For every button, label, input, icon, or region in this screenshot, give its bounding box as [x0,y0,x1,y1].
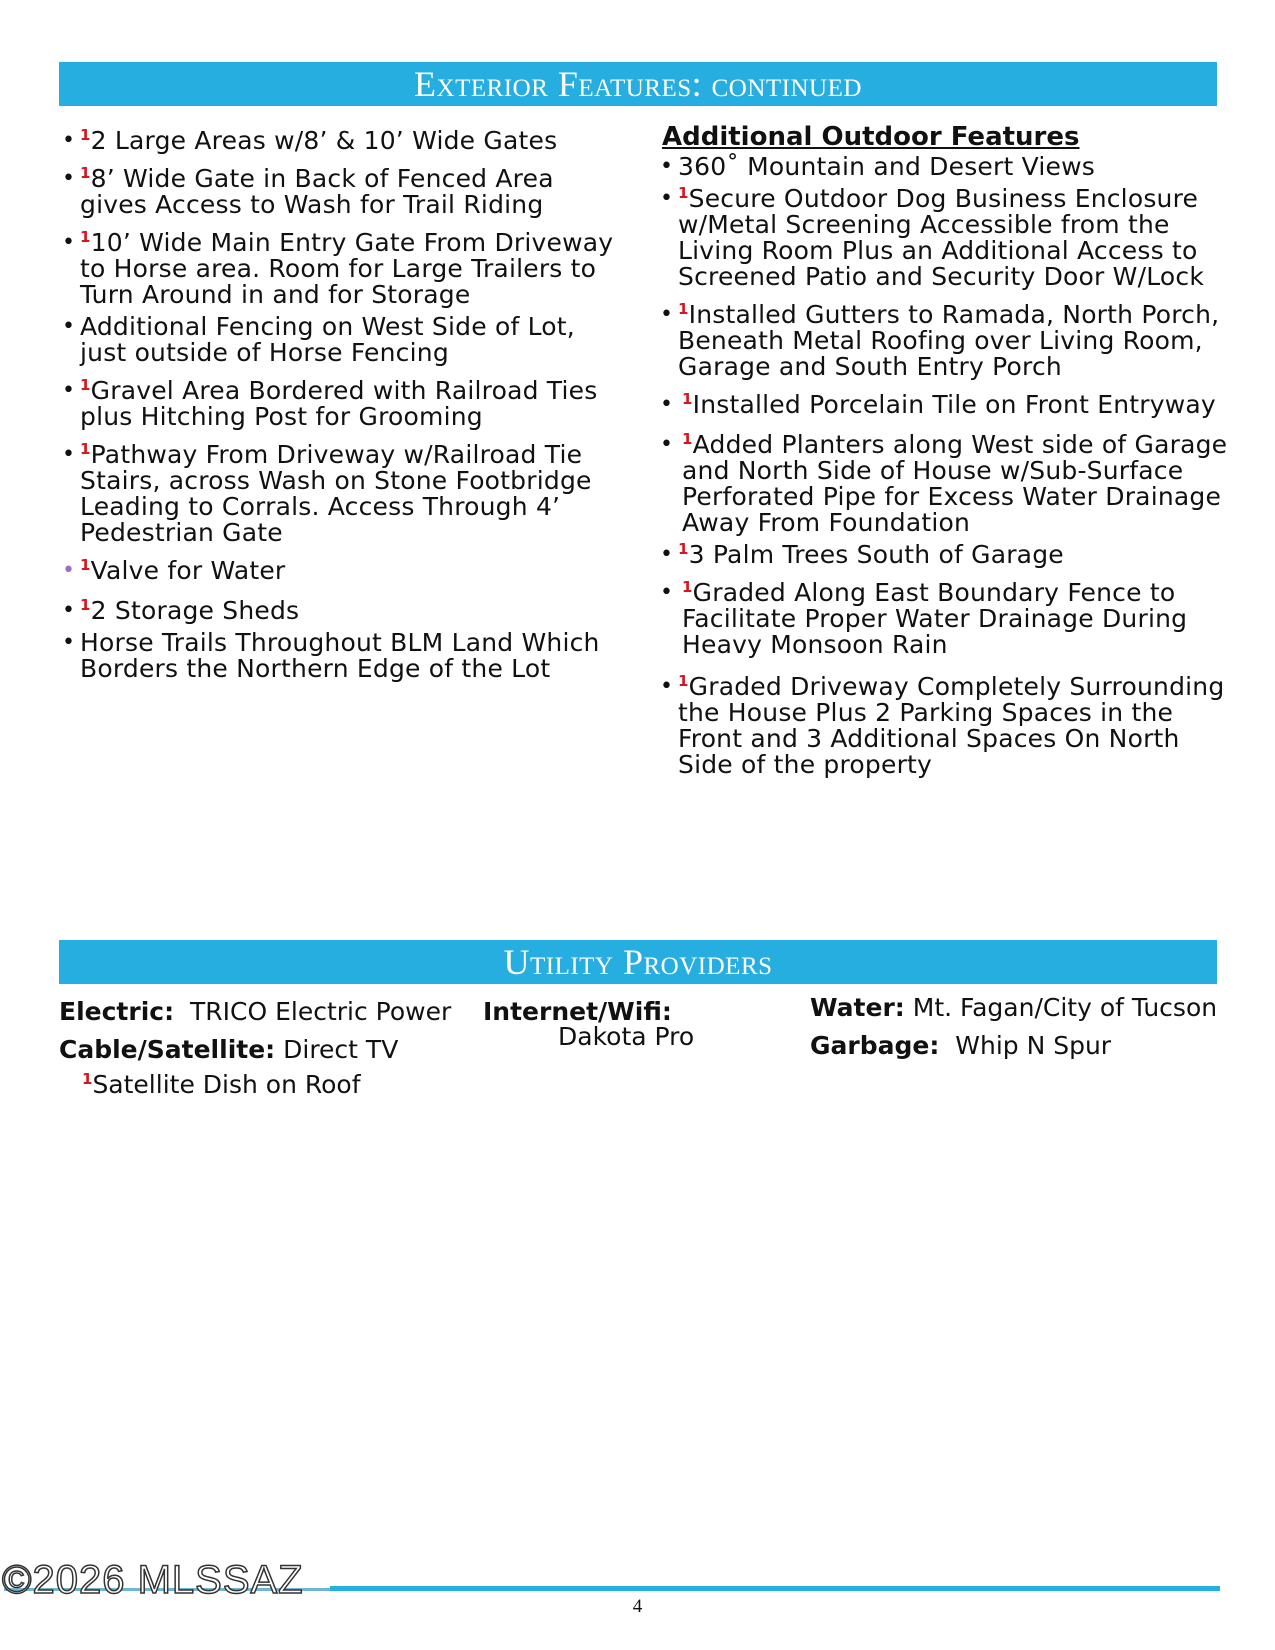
list-item [658,432,1228,536]
cable-value: Direct TV [283,1035,399,1064]
bullet-icon: • [62,558,76,583]
exterior-features-banner: Exterior Features: continued [59,62,1217,106]
bullet-icon: • [62,230,76,255]
bullet-icon: • [660,186,674,211]
bullet-icon: • [660,542,674,567]
list-item-text: Secure Outdoor Dog Business Enclosure w/Metal Screening Accessible from the Living Room Plus an Additional Access to Screened Patio and Security Door W/Lock [678,184,1205,291]
footnote-mark: 1 [80,164,91,182]
list-item [60,630,620,682]
page-number: 4 [632,1596,643,1617]
list-item [60,166,620,218]
footnote-mark: 1 [82,1070,93,1088]
list-item [60,314,620,366]
electric-label: Electric: [59,997,175,1026]
footnote-mark: 1 [80,228,91,246]
bullet-icon: • [62,630,76,655]
bullet-icon: • [660,580,674,605]
footnote-mark: 1 [80,556,91,574]
garbage-value: Whip N Spur [955,1031,1112,1060]
exterior-feature-list [60,128,620,682]
footnote-mark: 1 [678,184,689,202]
cable-label: Cable/Satellite: [59,1035,276,1064]
list-item-text: 8’ Wide Gate in Back of Fenced Area gives Access to Wash for Trail Riding [80,164,554,219]
additional-feature-list [658,154,1228,778]
footnote-mark: 1 [80,126,91,144]
footnote-mark: 1 [80,596,91,614]
dish-text: Satellite Dish on Roof [92,1070,361,1099]
footnote-mark: 1 [682,578,693,596]
water-row [810,994,1217,1022]
list-item-text: Installed Gutters to Ramada, North Porch, Beneath Metal Roofing over Living Room, Garage and South Entry Porch [678,300,1220,381]
list-item [658,154,1228,180]
water-value: Mt. Fagan/City of Tucson [912,993,1218,1022]
bullet-icon: • [62,166,76,191]
list-item-text: 10’ Wide Main Entry Gate From Driveway to Horse area. Room for Large Trailers to Turn Around in and for Storage [80,228,614,309]
list-item-text: Graded Along East Boundary Fence to Facilitate Proper Water Drainage During Heavy Monsoon Rain [682,578,1188,659]
list-item [60,230,620,308]
utility-providers-banner: Utility Providers [59,940,1217,984]
bullet-icon: • [660,674,674,699]
mls-watermark: ©2026 MLSSAZ [2,1558,304,1602]
bullet-icon: • [62,378,76,403]
list-item-text: Added Planters along West side of Garage and North Side of House w/Sub-Surface Perforated Pipe for Excess Water Drainage Away From Foundation [682,430,1228,537]
list-item [658,302,1228,380]
bullet-icon: • [660,154,674,179]
list-item-text: Valve for Water [90,556,286,585]
bullet-icon: • [62,128,76,153]
internet-value: Dakota Pro [558,1022,695,1051]
list-item-text: Pathway From Driveway w/Railroad Tie Stairs, across Wash on Stone Footbridge Leading to Corrals. Access Through 4’ Pedestrian Gate [80,440,592,547]
footnote-mark: 1 [678,540,689,558]
bullet-icon: • [660,392,674,417]
list-item [658,392,1228,418]
list-item-text: Horse Trails Throughout BLM Land Which Borders the Northern Edge of the Lot [80,628,600,683]
footnote-mark: 1 [682,430,693,448]
bullet-icon: • [660,432,674,457]
water-label: Water: [810,993,905,1022]
list-item [658,186,1228,290]
list-item-text: 2 Storage Sheds [90,596,300,625]
garbage-row [810,1032,1111,1060]
bullet-icon: • [62,314,76,339]
footnote-mark: 1 [80,440,91,458]
footnote-mark: 1 [682,390,693,408]
garbage-label: Garbage: [810,1031,940,1060]
footnote-mark: 1 [678,300,689,318]
bullet-icon: • [660,302,674,327]
footer-rule [330,1586,1220,1591]
cable-row [59,1036,398,1064]
list-item-text: Additional Fencing on West Side of Lot, just outside of Horse Fencing [80,312,575,367]
list-item-text: 3 Palm Trees South of Garage [688,540,1064,569]
electric-value: TRICO Electric Power [190,997,452,1026]
dish-row [82,1071,361,1099]
list-item [60,378,620,430]
list-item-text: Gravel Area Bordered with Railroad Ties plus Hitching Post for Grooming [80,376,598,431]
bullet-icon: • [62,598,76,623]
electric-row [59,998,451,1026]
list-item [658,542,1228,568]
list-item [60,558,620,584]
list-item [60,442,620,546]
footnote-mark: 1 [678,672,689,690]
list-item [658,580,1228,658]
list-item [658,674,1228,778]
internet-label: Internet/Wifi: [483,997,672,1026]
list-item-text: 360˚ Mountain and Desert Views [678,152,1095,181]
list-item [60,598,620,624]
list-item-text: Graded Driveway Completely Surrounding the House Plus 2 Parking Spaces in the Front and 3 Additional Spaces On North Side of the property [678,672,1225,779]
bullet-icon: • [62,442,76,467]
exterior-left-column [60,128,620,682]
list-item [60,128,620,154]
additional-outdoor-features-heading: Additional Outdoor Features [662,122,1080,152]
footnote-mark: 1 [80,376,91,394]
list-item-text: Installed Porcelain Tile on Front Entryway [692,390,1216,419]
exterior-right-column [658,122,1228,778]
list-item-text: 2 Large Areas w/8’ & 10’ Wide Gates [90,126,558,155]
